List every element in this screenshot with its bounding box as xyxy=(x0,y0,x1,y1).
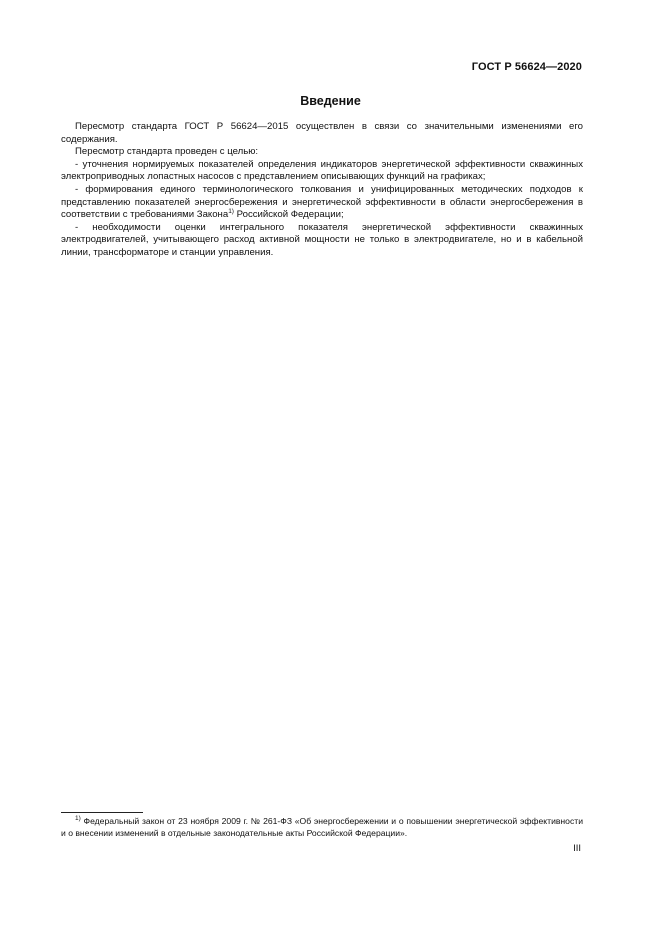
paragraph-item-1: - уточнения нормируемых показателей определения индикаторов энергетической эффективности скважинных электроприводных лопастных насосов с представлением описывающих функций на графиках; xyxy=(61,158,583,183)
footnote xyxy=(61,815,583,840)
paragraph-purpose: Пересмотр стандарта проведен с целью: xyxy=(75,146,259,158)
paragraph-item-3: - необходимости оценки интегрального показателя энергетической эффективности скважинных электродвигателей, учитывающего расход активной мощности не только в электродвигателе, но и в кабельной линии, трансформаторе и станции управления. xyxy=(61,221,583,258)
footnote-divider xyxy=(61,812,143,813)
body-text xyxy=(61,121,583,260)
section-title: Введение xyxy=(300,94,361,108)
paragraph-item-2-tail: Российской Федерации; xyxy=(233,209,344,221)
footnote-reference: 1) xyxy=(228,208,234,216)
paragraph-item-2 xyxy=(61,184,583,222)
page-number: III xyxy=(573,843,581,854)
paragraph-revision: Пересмотр стандарта ГОСТ Р 56624—2015 осуществлен в связи со значительными изменениями его содержания. xyxy=(61,121,583,145)
document-code: ГОСТ Р 56624—2020 xyxy=(471,61,582,73)
footnote-text: Федеральный закон от 23 ноября 2009 г. № 261-ФЗ «Об энергосбережении и о повышении энергетической эффективности и о внесении изменений в отдельные законодательные акты Российской Федерации». xyxy=(61,816,583,839)
paragraph-item-2-text: - формирования единого терминологического толкования и унифицированных методических подходов к представлению показателей энергосбережения и энергетической эффективности в области энергосбережения в соответствии с требованиями Закона xyxy=(61,183,583,221)
footnote-marker: 1) xyxy=(75,815,81,822)
